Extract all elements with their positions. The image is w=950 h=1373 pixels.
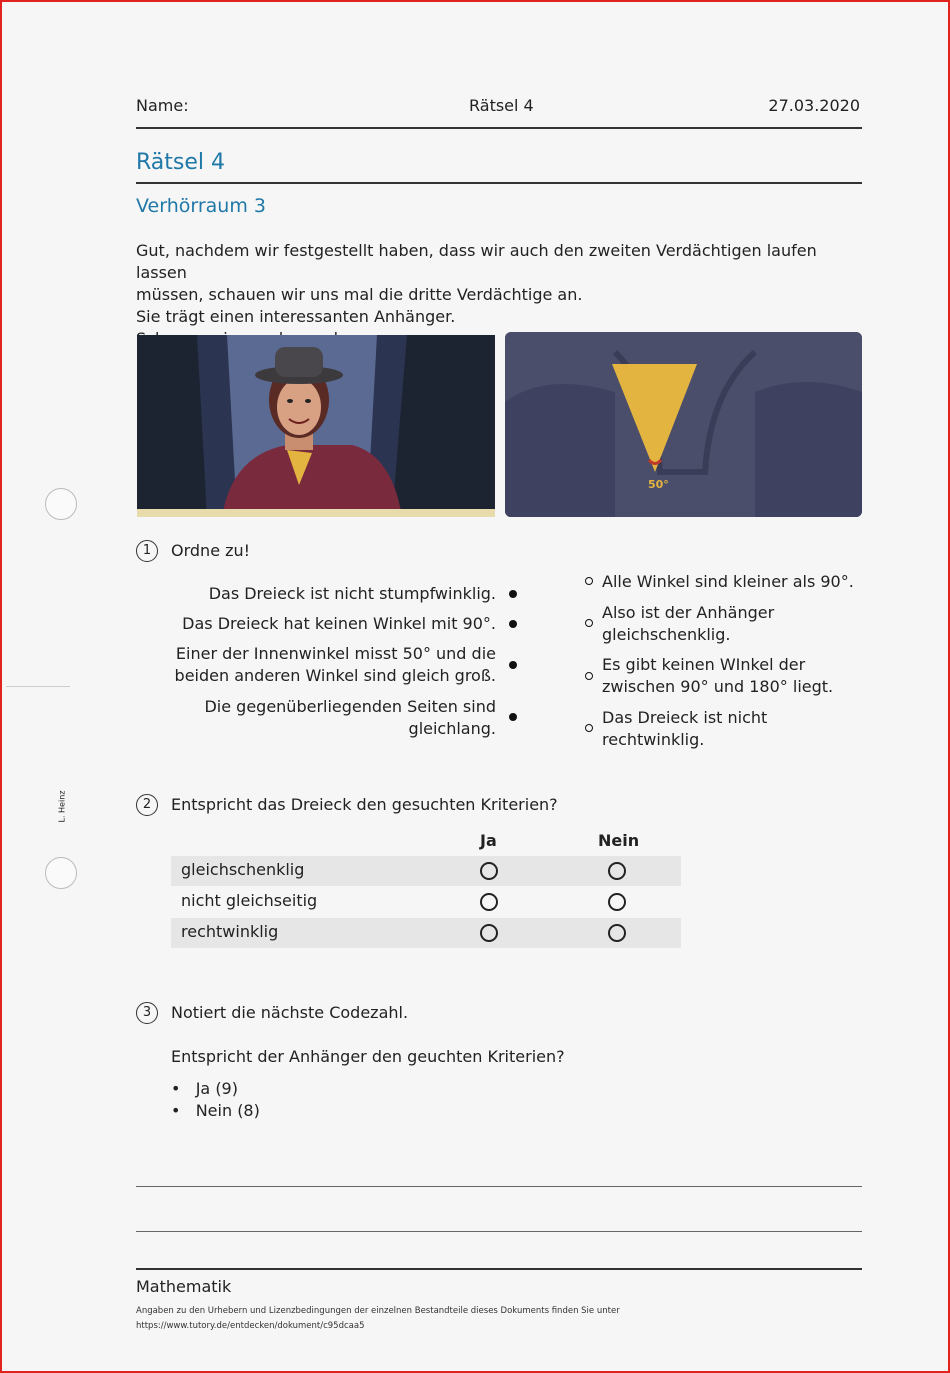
match-right-text: gleichschenklig.: [602, 625, 731, 644]
section-subtitle: Verhörraum 3: [136, 195, 266, 217]
match-right-text: Das Dreieck ist nicht: [602, 708, 768, 727]
task1-prompt: Ordne zu!: [171, 541, 251, 560]
header-rule: [136, 127, 862, 129]
radio-no[interactable]: [608, 862, 626, 880]
match-left-text: Einer der Innenwinkel misst 50° und die: [175, 644, 496, 663]
task3-question: Entspricht der Anhänger den geuchten Kriterien?: [171, 1047, 565, 1066]
radio-yes[interactable]: [480, 862, 498, 880]
match-left-4: [204, 696, 496, 740]
task3-prompt: Notiert die nächste Codezahl.: [171, 1003, 409, 1022]
match-left-text: Das Dreieck ist nicht stumpfwinklig.: [208, 584, 496, 603]
match-right-4: [602, 707, 767, 751]
row-label: nicht gleichseitig: [181, 891, 318, 910]
radio-no[interactable]: [608, 893, 626, 911]
page-title: Rätsel 4: [136, 150, 226, 175]
match-right-3: [602, 654, 833, 698]
match-ring-right-3[interactable]: [585, 672, 593, 680]
match-left-3: [175, 643, 496, 687]
answer-line[interactable]: [136, 1186, 862, 1187]
fold-mark: [6, 686, 70, 687]
suspect-illustration: [137, 335, 495, 517]
match-dot-left-2[interactable]: [509, 620, 517, 628]
task-number-3: 3: [136, 1002, 158, 1024]
task-number-2: 2: [136, 794, 158, 816]
name-label: Name:: [136, 96, 189, 115]
match-right-2: [602, 602, 774, 646]
table-row: [171, 856, 681, 886]
option-text: Nein (8): [195, 1101, 260, 1120]
match-left-1: [209, 583, 496, 605]
match-left-text: Das Dreieck hat keinen Winkel mit 90°.: [182, 614, 496, 633]
match-dot-left-4[interactable]: [509, 713, 517, 721]
match-right-text: Es gibt keinen WInkel der: [602, 655, 806, 674]
footer-link[interactable]: https://www.tutory.de/entdecken/dokument/c95dcaa5: [136, 1321, 365, 1331]
task2-prompt: Entspricht das Dreieck den gesuchten Kriterien?: [171, 795, 558, 814]
punch-hole-top: [45, 488, 77, 520]
title-rule: [136, 182, 862, 184]
footer-rule: [136, 1268, 862, 1270]
punch-hole-bottom: [45, 857, 77, 889]
footer-license-note: Angaben zu den Urhebern und Lizenzbedingungen der einzelnen Bestandteile dieses Dokuments finden Sie unter: [136, 1306, 620, 1316]
table-row: [171, 887, 681, 917]
radio-yes[interactable]: [480, 893, 498, 911]
intro-line: müssen, schauen wir uns mal die dritte Verdächtige an.: [136, 285, 583, 304]
header-date: 27.03.2020: [768, 96, 860, 115]
intro-line: Sie trägt einen interessanten Anhänger.: [136, 307, 456, 326]
match-left-text: Die gegenüberliegenden Seiten sind: [204, 697, 496, 716]
author-credit: L. Heinz: [57, 790, 67, 823]
answer-line[interactable]: [136, 1231, 862, 1232]
match-ring-right-1[interactable]: [585, 577, 593, 585]
match-dot-left-1[interactable]: [509, 590, 517, 598]
radio-yes[interactable]: [480, 924, 498, 942]
column-header-no: Nein: [598, 831, 640, 850]
radio-no[interactable]: [608, 924, 626, 942]
match-left-text: gleichlang.: [408, 719, 496, 738]
match-right-1: [602, 571, 854, 593]
match-dot-left-3[interactable]: [509, 661, 517, 669]
column-header-yes: Ja: [480, 831, 497, 850]
pendant-closeup: [505, 332, 862, 517]
match-right-text: zwischen 90° und 180° liegt.: [602, 677, 834, 696]
row-label: rechtwinklig: [181, 922, 279, 941]
list-item: • Ja (9): [171, 1079, 238, 1098]
table-row: [171, 918, 681, 948]
match-right-text: rechtwinklig.: [602, 730, 705, 749]
match-right-text: Alle Winkel sind kleiner als 90°.: [602, 572, 854, 591]
list-item: • Nein (8): [171, 1101, 260, 1120]
footer-subject: Mathematik: [136, 1277, 232, 1296]
intro-line: Gut, nachdem wir festgestellt haben, dass wir auch den zweiten Verdächtigen laufen lassen: [136, 241, 817, 282]
match-left-text: beiden anderen Winkel sind gleich groß.: [174, 666, 496, 685]
angle-label: 50°: [648, 478, 669, 491]
row-label: gleichschenklig: [181, 860, 305, 879]
match-left-2: [182, 613, 496, 635]
match-right-text: Also ist der Anhänger: [602, 603, 775, 622]
match-ring-right-4[interactable]: [585, 724, 593, 732]
match-ring-right-2[interactable]: [585, 619, 593, 627]
header-title: Rätsel 4: [469, 96, 534, 115]
option-text: Ja (9): [195, 1079, 238, 1098]
task-number-1: 1: [136, 540, 158, 562]
